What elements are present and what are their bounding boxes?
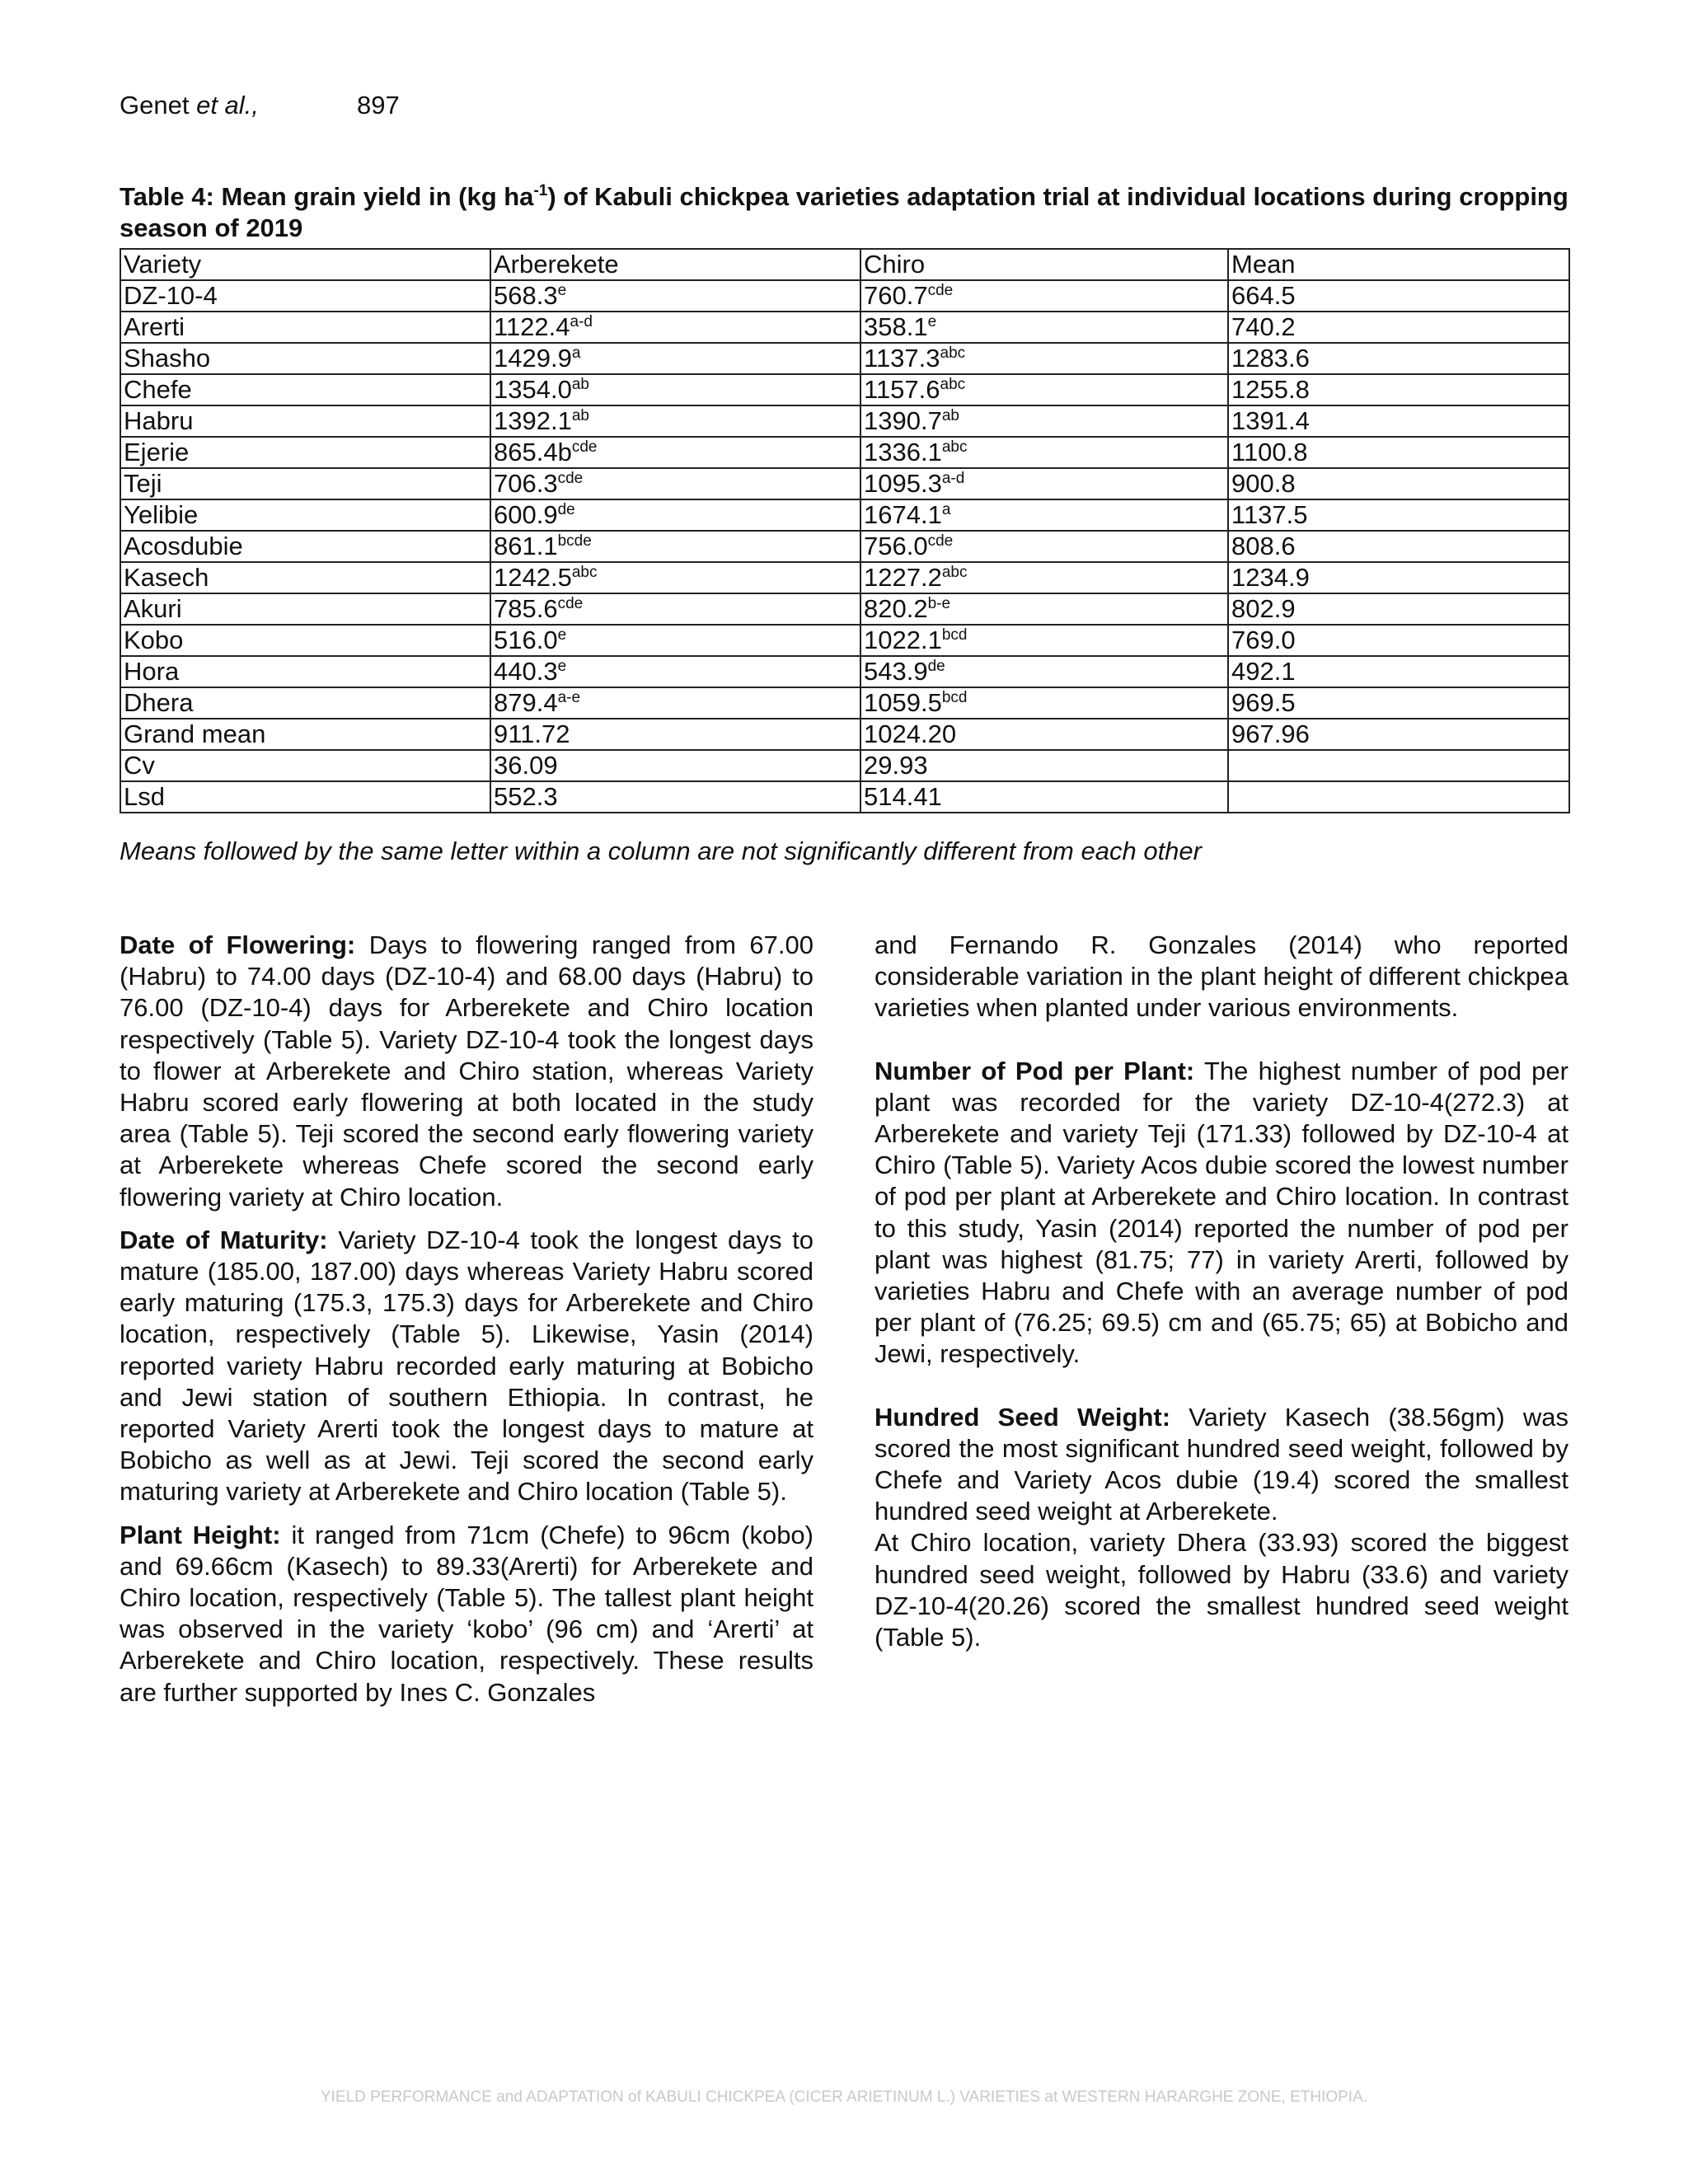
variety-cell-value: DZ-10-4 — [124, 281, 218, 310]
variety-cell-value: Arerti — [124, 312, 185, 341]
significance-letter: bcd — [941, 689, 968, 706]
chiro-cell-value: 820.2 — [864, 594, 928, 623]
chiro-cell — [860, 531, 1228, 562]
significance-letter: cde — [927, 282, 954, 299]
mean-cell — [1228, 562, 1569, 593]
variety-cell — [120, 437, 490, 468]
chiro-cell — [860, 405, 1228, 437]
variety-cell-value: Kasech — [124, 563, 209, 592]
arberekete-cell-value: 1429.9 — [494, 344, 572, 373]
significance-letter: ab — [941, 407, 959, 424]
chiro-cell — [860, 593, 1228, 625]
paragraph-text: Variety Kasech (38.56gm) was scored the most significant hundred seed weight, followed by Chefe and Variety Acos dubie (19.4) scored the smallest hundred seed weight at Arberekete. — [874, 1402, 1569, 1526]
significance-letter: a-d — [941, 470, 965, 487]
arberekete-cell-value: 1242.5 — [494, 563, 572, 592]
significance-letter: abc — [571, 564, 598, 581]
table-row — [120, 593, 1569, 625]
paragraph-height-cont: and Fernando R. Gonzales (2014) who reported considerable variation in the plant height of different chickpea varieties when planted under various environments. — [874, 930, 1568, 1023]
paragraph-text: Days to flowering ranged from 67.00 (Habru) to 74.00 days (DZ-10-4) and 68.00 days (Habru) to 76.00 (DZ-10-4) days for Arberekete and Chiro location respectively (Table 5). Variety DZ-10-4 took the longest days to flower at Arberekete and Chiro station, whereas Variety Habru scored early flowering at both located in the study area (Table 5). Teji scored the second early flowering variety at Arberekete whereas Chefe scored the second early flowering variety at Chiro location. — [120, 930, 814, 1212]
page-number: 897 — [357, 91, 400, 120]
variety-cell-value: Grand mean — [124, 719, 266, 748]
mean-cell — [1228, 468, 1569, 499]
chiro-cell — [860, 625, 1228, 656]
mean-cell — [1228, 593, 1569, 625]
variety-cell-value: Cv — [124, 751, 155, 780]
paragraph-seed-weight — [874, 1402, 1568, 1528]
paragraph-text: it ranged from 71cm (Chefe) to 96cm (kobo) and 69.66cm (Kasech) to 89.33(Arerti) for Arberekete and Chiro location, respectively (Table 5). The tallest plant height was observed in the variety ‘kobo’ (96 cm) and ‘Arerti’ at Arberekete and Chiro location, respectively. These results are further supported by Ines C. Gonzales — [120, 1520, 814, 1707]
running-footer: YIELD PERFORMANCE and ADAPTATION of KABULI CHICKPEA (CICER ARIETINUM L.) VARIETIES at WESTERN HARARGHE ZONE, ETHIOPIA. — [320, 2088, 1368, 2106]
chiro-cell — [860, 656, 1228, 687]
table-row — [120, 499, 1569, 531]
variety-cell — [120, 280, 490, 312]
mean-cell — [1228, 280, 1569, 312]
table-row — [120, 374, 1569, 405]
mean-cell-value: 1283.6 — [1231, 344, 1310, 373]
chiro-cell-value: 1390.7 — [864, 406, 942, 435]
arberekete-cell-value: 1122.4 — [494, 312, 570, 341]
table-row — [120, 562, 1569, 593]
mean-cell — [1228, 656, 1569, 687]
chiro-cell — [860, 687, 1228, 719]
right-column — [874, 930, 1568, 1653]
variety-cell-value: Lsd — [124, 782, 165, 811]
variety-cell — [120, 625, 490, 656]
significance-letter: b-e — [927, 595, 951, 612]
table-row — [120, 687, 1569, 719]
chiro-cell-value: 543.9 — [864, 657, 928, 686]
arberekete-cell-value: 552.3 — [494, 782, 558, 811]
table-footnote: Means followed by the same letter within a column are not significantly different from each other — [120, 837, 1202, 865]
table-body — [120, 280, 1569, 813]
chiro-cell — [860, 750, 1228, 781]
significance-letter: e — [927, 313, 937, 330]
variety-cell — [120, 499, 490, 531]
significance-letter: a — [941, 501, 951, 518]
table-row — [120, 656, 1569, 687]
paragraph-text: Variety DZ-10-4 took the longest days to mature (185.00, 187.00) days whereas Variety Habru scored early maturing (175.3, 175.3) days for Arberekete and Chiro location, respectively (Table 5). Likewise, Yasin (2014) reported variety Habru recorded early maturing at Bobicho and Jewi station of southern Ethiopia. In contrast, he reported Variety Arerti took the longest days to mature at Bobicho as well as at Jewi. Teji scored the second early maturing variety at Arberekete and Chiro location (Table 5). — [120, 1225, 814, 1507]
significance-letter: cde — [557, 595, 584, 612]
significance-letter: abc — [940, 376, 966, 393]
column-header: Arberekete — [490, 249, 860, 280]
chiro-cell-value: 1022.1 — [864, 626, 942, 654]
arberekete-cell — [490, 593, 860, 625]
section-heading: Plant Height: — [120, 1520, 281, 1549]
chiro-cell — [860, 499, 1228, 531]
caption-pre: Table 4: Mean grain yield in (kg ha — [120, 182, 534, 211]
mean-cell-value: 808.6 — [1231, 532, 1296, 560]
significance-letter: e — [557, 658, 567, 675]
chiro-cell — [860, 562, 1228, 593]
chiro-cell-value: 1157.6 — [864, 375, 940, 404]
variety-cell-value: Akuri — [124, 594, 182, 623]
arberekete-cell — [490, 499, 860, 531]
section-heading: Date of Flowering: — [120, 930, 356, 959]
arberekete-cell-value: 568.3 — [494, 281, 558, 310]
chiro-cell — [860, 374, 1228, 405]
paragraph-flowering — [120, 930, 814, 1213]
chiro-cell-value: 760.7 — [864, 281, 928, 310]
arberekete-cell-value: 600.9 — [494, 500, 558, 529]
chiro-cell — [860, 468, 1228, 499]
arberekete-cell-value: 861.1 — [494, 532, 558, 560]
arberekete-cell — [490, 312, 860, 343]
arberekete-cell — [490, 656, 860, 687]
left-column — [120, 930, 814, 1708]
table-row — [120, 343, 1569, 374]
arberekete-cell-value: 911.72 — [494, 719, 570, 748]
significance-letter: ab — [571, 407, 589, 424]
table-row — [120, 280, 1569, 312]
variety-cell — [120, 468, 490, 499]
variety-cell-value: Dhera — [124, 688, 194, 717]
chiro-cell — [860, 437, 1228, 468]
chiro-cell — [860, 312, 1228, 343]
variety-cell — [120, 531, 490, 562]
arberekete-cell — [490, 687, 860, 719]
significance-letter: e — [557, 282, 567, 299]
author-line — [120, 89, 357, 122]
arberekete-cell-value: 865.4b — [494, 438, 572, 466]
mean-cell — [1228, 687, 1569, 719]
significance-letter: abc — [941, 438, 968, 456]
variety-cell — [120, 405, 490, 437]
arberekete-cell — [490, 625, 860, 656]
variety-cell-value: Kobo — [124, 626, 184, 654]
mean-cell — [1228, 405, 1569, 437]
significance-letter: abc — [941, 564, 968, 581]
paragraph-seed-weight-chiro: At Chiro location, variety Dhera (33.93) scored the biggest hundred seed weight, followed by Habru (33.6) and variety DZ-10-4(20.26) scored the smallest hundred seed weight (Table 5). — [874, 1528, 1568, 1652]
arberekete-cell-value: 785.6 — [494, 594, 558, 623]
chiro-cell-value: 358.1 — [864, 312, 928, 341]
mean-cell-value: 802.9 — [1231, 594, 1296, 623]
mean-cell — [1228, 437, 1569, 468]
arberekete-cell — [490, 750, 860, 781]
paragraph-text: The highest number of pod per plant was recorded for the variety DZ-10-4(272.3) at Arberekete and variety Teji (171.33) followed by DZ-10-4 at Chiro (Table 5). Variety Acos dubie scored the lowest number of pod per plant at Arberekete and Chiro location. In contrast to this study, Yasin (2014) reported the number of pod per plant was highest (81.75; 77) in variety Arerti, followed by varieties Habru and Chefe with an average number of pod per plant of (76.25; 69.5) cm and (65.75; 65) at Bobicho and Jewi, respectively. — [874, 1056, 1568, 1369]
table-header-row — [120, 249, 1569, 280]
significance-letter: cde — [557, 470, 584, 487]
yield-table — [120, 248, 1570, 813]
mean-cell-value: 900.8 — [1231, 469, 1296, 498]
mean-cell-value: 1255.8 — [1231, 375, 1310, 404]
section-heading: Hundred Seed Weight: — [874, 1402, 1171, 1432]
mean-cell — [1228, 750, 1569, 781]
significance-letter: a-e — [557, 689, 581, 706]
arberekete-cell — [490, 374, 860, 405]
table-row — [120, 719, 1569, 750]
author-name: Genet — [120, 91, 190, 120]
arberekete-cell — [490, 280, 860, 312]
caption-sup: -1 — [533, 182, 548, 199]
mean-cell-value: 1100.8 — [1231, 438, 1308, 466]
arberekete-cell-value: 36.09 — [494, 751, 558, 780]
arberekete-cell — [490, 531, 860, 562]
arberekete-cell-value: 1354.0 — [494, 375, 572, 404]
variety-cell-value: Chefe — [124, 375, 192, 404]
caption-post: ) of Kabuli chickpea varieties adaptation trial at individual locations during cropping season of 2019 — [120, 182, 1568, 242]
mean-cell-value: 1234.9 — [1231, 563, 1310, 592]
variety-cell-value: Shasho — [124, 344, 211, 373]
significance-letter: de — [557, 501, 575, 518]
significance-letter: abc — [940, 344, 966, 362]
et-al: et al., — [196, 91, 259, 120]
significance-letter: bcd — [941, 626, 968, 644]
significance-letter: cde — [571, 438, 598, 456]
chiro-cell — [860, 719, 1228, 750]
mean-cell-value: 769.0 — [1231, 626, 1296, 654]
variety-cell — [120, 656, 490, 687]
arberekete-cell — [490, 781, 860, 813]
section-heading: Number of Pod per Plant: — [874, 1056, 1195, 1085]
mean-cell-value: 967.96 — [1231, 719, 1310, 748]
arberekete-cell — [490, 719, 860, 750]
mean-cell — [1228, 343, 1569, 374]
chiro-cell-value: 1095.3 — [864, 469, 942, 498]
arberekete-cell — [490, 343, 860, 374]
variety-cell — [120, 374, 490, 405]
chiro-cell-value: 756.0 — [864, 532, 928, 560]
chiro-cell-value: 514.41 — [864, 782, 942, 811]
variety-cell — [120, 719, 490, 750]
table-row — [120, 531, 1569, 562]
column-header: Variety — [120, 249, 490, 280]
paragraph-maturity — [120, 1225, 814, 1508]
table-row — [120, 625, 1569, 656]
arberekete-cell-value: 706.3 — [494, 469, 558, 498]
table-row — [120, 468, 1569, 499]
variety-cell-value: Ejerie — [124, 438, 190, 466]
mean-cell — [1228, 499, 1569, 531]
variety-cell — [120, 781, 490, 813]
variety-cell — [120, 562, 490, 593]
significance-letter: bcde — [557, 532, 592, 550]
mean-cell-value: 1391.4 — [1231, 406, 1310, 435]
arberekete-cell-value: 879.4 — [494, 688, 558, 717]
variety-cell — [120, 343, 490, 374]
chiro-cell — [860, 781, 1228, 813]
variety-cell — [120, 687, 490, 719]
mean-cell — [1228, 625, 1569, 656]
mean-cell — [1228, 719, 1569, 750]
table-row — [120, 750, 1569, 781]
arberekete-cell — [490, 562, 860, 593]
section-heading: Date of Maturity: — [120, 1225, 328, 1254]
variety-cell-value: Habru — [124, 406, 194, 435]
chiro-cell — [860, 343, 1228, 374]
variety-cell — [120, 593, 490, 625]
variety-cell — [120, 750, 490, 781]
chiro-cell — [860, 280, 1228, 312]
arberekete-cell — [490, 437, 860, 468]
significance-letter: ab — [571, 376, 589, 393]
significance-letter: cde — [927, 532, 954, 550]
significance-letter: a-d — [570, 313, 593, 330]
mean-cell — [1228, 531, 1569, 562]
variety-cell-value: Acosdubie — [124, 532, 243, 560]
mean-cell — [1228, 374, 1569, 405]
chiro-cell-value: 1137.3 — [864, 344, 940, 373]
variety-cell — [120, 312, 490, 343]
column-header: Chiro — [860, 249, 1228, 280]
chiro-cell-value: 1227.2 — [864, 563, 942, 592]
mean-cell-value: 664.5 — [1231, 281, 1296, 310]
column-header: Mean — [1228, 249, 1569, 280]
mean-cell-value: 1137.5 — [1231, 500, 1308, 529]
variety-cell-value: Teji — [124, 469, 162, 498]
arberekete-cell — [490, 468, 860, 499]
chiro-cell-value: 29.93 — [864, 751, 928, 780]
variety-cell-value: Yelibie — [124, 500, 199, 529]
mean-cell-value: 740.2 — [1231, 312, 1296, 341]
table-row — [120, 312, 1569, 343]
mean-cell-value: 969.5 — [1231, 688, 1296, 717]
table-caption — [120, 181, 1568, 244]
paragraph-height — [120, 1520, 814, 1708]
mean-cell — [1228, 781, 1569, 813]
significance-letter: de — [927, 658, 945, 675]
significance-letter: e — [557, 626, 567, 644]
arberekete-cell-value: 440.3 — [494, 657, 558, 686]
significance-letter: a — [571, 344, 581, 362]
chiro-cell-value: 1024.20 — [864, 719, 957, 748]
arberekete-cell-value: 1392.1 — [494, 406, 572, 435]
page-header — [120, 89, 400, 122]
chiro-cell-value: 1336.1 — [864, 438, 942, 466]
chiro-cell-value: 1059.5 — [864, 688, 942, 717]
arberekete-cell-value: 516.0 — [494, 626, 558, 654]
arberekete-cell — [490, 405, 860, 437]
paragraph-pods — [874, 1056, 1568, 1371]
variety-cell-value: Hora — [124, 657, 180, 686]
mean-cell — [1228, 312, 1569, 343]
mean-cell-value: 492.1 — [1231, 657, 1296, 686]
chiro-cell-value: 1674.1 — [864, 500, 942, 529]
table-row — [120, 405, 1569, 437]
table-row — [120, 781, 1569, 813]
table-row — [120, 437, 1569, 468]
